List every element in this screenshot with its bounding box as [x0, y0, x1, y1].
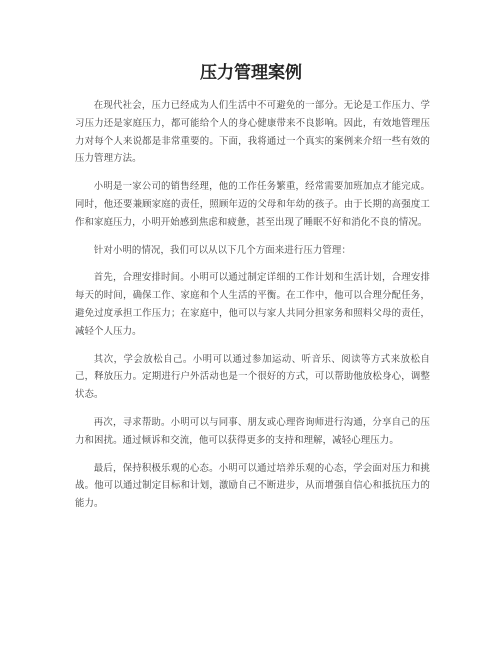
- paragraph-seek-help: 再次，寻求帮助。小明可以与同事、朋友或心理咨询师进行沟通，分享自己的压力和困扰。通过倾诉和交流，他可以获得更多的支持和理解，减轻心理压力。: [75, 416, 430, 446]
- paragraph-relaxation: 其次，学会放松自己。小明可以通过参加运动、听音乐、阅读等方式来放松自己，释放压力。定期进行户外活动也是一个很好的方式，可以帮助他放松身心，调整状态。: [75, 353, 430, 401]
- document-body: [75, 97, 430, 523]
- paragraph-positive-mindset: 最后，保持积极乐观的心态。小明可以通过培养乐观的心态，学会面对压力和挑战。他可以通过制定目标和计划，激励自己不断进步，从而增强自信心和抵抗压力的能力。: [75, 462, 430, 510]
- paragraph-case-background: 小明是一家公司的销售经理，他的工作任务繁重，经常需要加班加点才能完成。同时，他还要兼顾家庭的责任，照顾年迈的父母和年幼的孩子。由于长期的高强度工作和家庭压力，小明开始感到焦虑和疲惫，甚至出现了睡眠不好和消化不良的情况。: [75, 181, 430, 228]
- paragraph-approach-lead: 针对小明的情况，我们可以从以下几个方面来进行压力管理：: [93, 244, 351, 256]
- paragraph-time-management: 首先，合理安排时间。小明可以通过制定详细的工作计划和生活计划，合理安排每天的时间，确保工作、家庭和个人生活的平衡。在工作中，他可以合理分配任务，避免过度承担工作压力；在家庭中，他可以与家人共同分担家务和照料父母的责任，减轻个人压力。: [75, 272, 430, 337]
- paragraph-intro: 在现代社会，压力已经成为人们生活中不可避免的一部分。无论是工作压力、学习压力还是家庭压力，都可能给个人的身心健康带来不良影响。因此，有效地管理压力对每个人来说都是非常重要的。下面，我将通过一个真实的案例来介绍一些有效的压力管理方法。: [75, 100, 430, 165]
- document-title: 压力管理案例: [200, 63, 302, 83]
